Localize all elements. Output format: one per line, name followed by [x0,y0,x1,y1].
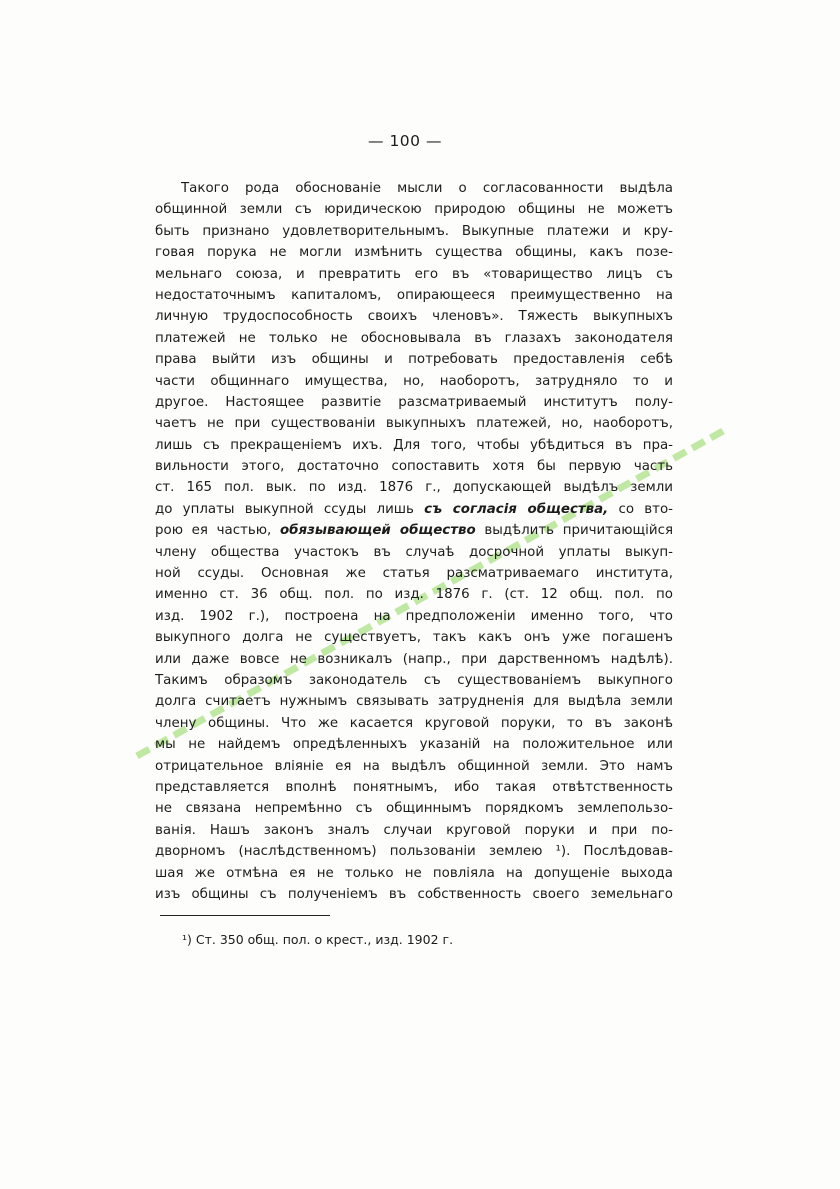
emphasized-text: обязывающей общество [279,523,476,539]
text-line: члену общества участокъ въ случаѣ досрочной уплаты выкуп- [155,544,673,560]
text-line: части общиннаго имущества, но, наоборотъ, затрудняло то и [155,373,673,389]
text-line: ванія. Нашъ законъ зналъ случаи круговой поруки и при по- [155,822,673,838]
text-line: ст. 165 пол. вык. по изд. 1876 г., допускающей выдѣлъ земли [155,480,673,496]
text-line: ной ссуды. Основная же статья разсматриваемаго института, [155,566,673,582]
text-line: другое. Настоящее развитіе разсматриваемый институтъ полу- [155,394,673,410]
text-line: изд. 1902 г.), построена на предположеніи именно того, что [155,608,673,624]
text-line: или даже вовсе не возникалъ (напр., при дарственномъ надѣлѣ). [155,651,673,667]
text-line: общинной земли съ юридическою природою общины не можетъ [155,202,673,218]
emphasized-text: съ согласія общества, [424,501,609,517]
text-line: Такимъ образомъ законодатель съ существованіемъ выкупного [155,672,673,688]
text-line: дворномъ (наслѣдственномъ) пользованіи землею ¹). Послѣдовав- [155,844,673,860]
text-line: недостаточнымъ капиталомъ, опирающееся преимущественно на [155,287,673,303]
text-line: выкупного долга не существуетъ, такъ какъ онъ уже погашенъ [155,630,673,646]
text-line: отрицательное вліяніе ея на выдѣлъ общинной земли. Это намъ [155,758,673,774]
text-line: мельнаго союза, и превратить его въ «товарищество лицъ съ [155,266,673,282]
footnote: ¹) Ст. 350 общ. пол. о крест., изд. 1902 г. [182,932,454,947]
text-line: права выйти изъ общины и потребовать предоставленія себѣ [155,352,673,368]
text-line: Такого рода обоснованіе мысли о согласованности выдѣла [181,181,673,196]
body-paragraph [155,178,673,905]
page-number: — 100 — [368,132,442,150]
text-line: чаетъ не при существованіи выкупныхъ платежей, но, наоборотъ, [155,416,673,432]
text-line: шая же отмѣна ея не только не повліяла на допущеніе выхода [155,865,673,881]
text-line [155,520,673,541]
text-line: долга считаетъ нужнымъ связывать затрудненія для выдѣла земли [155,694,673,710]
text-line: лишь съ прекращеніемъ ихъ. Для того, чтобы убѣдиться въ пра- [155,437,673,453]
text-line: члену общины. Что же касается круговой поруки, то въ законѣ [155,715,673,731]
footnote-divider [160,915,330,916]
text-line: быть признано удовлетворительнымъ. Выкупные платежи и кру- [155,223,673,239]
text-line: именно ст. 36 общ. пол. по изд. 1876 г. (ст. 12 общ. пол. по [155,587,673,603]
text-line: личную трудоспособность своихъ членовъ». Тяжесть выкупныхъ [155,309,673,325]
text-line: мы не найдемъ опредѣленныхъ указаній на положительное или [155,737,673,753]
text-line: представляется вполнѣ понятнымъ, ибо такая отвѣтственность [155,779,673,795]
text-segment: выдѣлить причитающійся [475,523,673,539]
text-line: изъ общины съ полученіемъ въ собственность своего земельнаго [155,886,673,902]
text-segment: рою ея частью, [155,523,280,539]
text-line: платежей не только не обосновывала въ глазахъ законодателя [155,330,673,346]
text-line: говая порука не могли измѣнить существа общины, какъ позе- [155,245,673,261]
text-segment: до уплаты выкупной ссуды лишь [155,501,425,517]
text-line: вильности этого, достаточно сопоставить хотя бы первую часть [155,459,673,475]
text-segment: со вто- [608,501,673,517]
text-line: не связана непремѣнно съ общиннымъ порядкомъ землепользо- [155,801,673,817]
text-line [155,499,673,520]
